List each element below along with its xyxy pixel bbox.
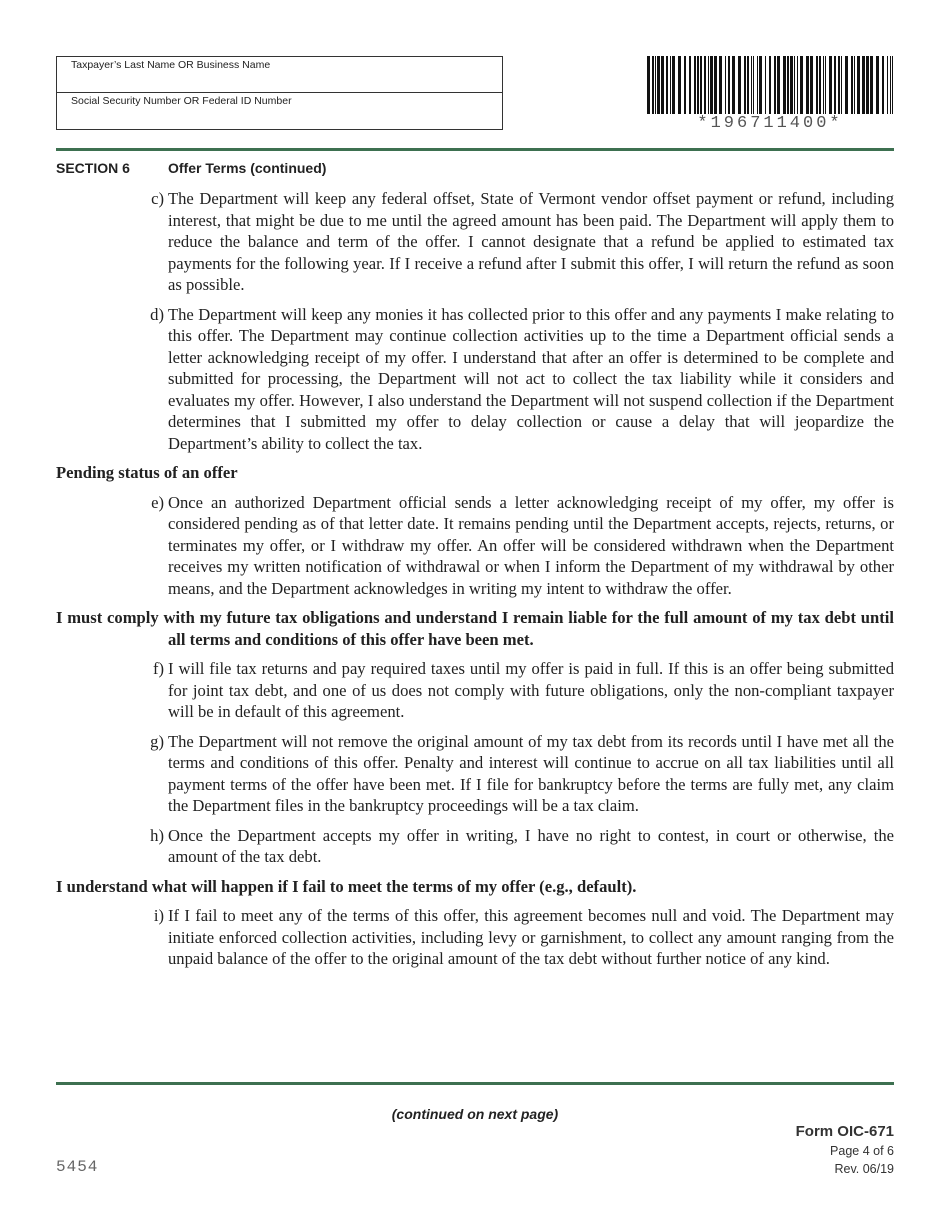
barcode-bar <box>794 56 795 114</box>
pending-status-heading: Pending status of an offer <box>56 463 238 482</box>
offer-terms-content <box>56 188 894 978</box>
section-number: SECTION 6 <box>56 160 130 176</box>
term-text: The Department will keep any monies it has collected prior to this offer and any payments I make relating to this offer. The Department may continue collection activities up to the time a Department official sends a letter acknowledging receipt of my offer. I understand that after an offer is determined to be complete and submitted for processing, the Department will not act to collect the tax liability while it considers and evaluates my offer. However, I also understand the Department will not suspend collection if the Department determines that I submitted my offer to delay collection or cause a delay that will jeopardize the Department’s ability to collect the tax. <box>168 304 894 453</box>
barcode-bar <box>797 56 798 114</box>
barcode-bar <box>810 56 813 114</box>
barcode-bar <box>882 56 884 114</box>
barcode-bar <box>719 56 722 114</box>
terms-list-4 <box>56 905 894 970</box>
taxpayer-name-field[interactable] <box>57 57 502 93</box>
term-item <box>56 658 894 723</box>
taxpayer-id-box <box>56 56 503 130</box>
barcode-bar <box>777 56 780 114</box>
barcode-bar <box>759 56 762 114</box>
barcode-bar <box>774 56 776 114</box>
barcode-bar <box>652 56 654 114</box>
barcode-bar <box>851 56 853 114</box>
barcode-bar <box>866 56 869 114</box>
barcode-bar <box>670 56 671 114</box>
ssn-label: Social Security Number OR Federal ID Number <box>71 95 292 107</box>
barcode-bar <box>672 56 675 114</box>
barcode-bar <box>725 56 726 114</box>
default-heading: I understand what will happen if I fail to meet the terms of my offer (e.g., default). <box>56 876 637 896</box>
barcode-bar <box>783 56 786 114</box>
term-item <box>56 492 894 600</box>
barcode-bar <box>657 56 660 114</box>
term-marker: h) <box>150 825 164 845</box>
barcode-bar <box>823 56 824 114</box>
barcode-bar <box>708 56 709 114</box>
ssn-field[interactable] <box>57 93 502 129</box>
term-item <box>56 304 894 455</box>
term-text: I will file tax returns and pay required taxes until my offer is paid in full. If this is an offer being submitted for joint tax debt, and one of us does not comply with future obligations, only the non-compliant taxpayer will be in default of this agreement. <box>168 659 894 721</box>
barcode-bar <box>876 56 879 114</box>
barcode-bar <box>714 56 717 114</box>
term-marker: i) <box>153 906 164 925</box>
form-name: Form OIC-671 <box>795 1123 894 1140</box>
barcode-bar <box>738 56 741 114</box>
barcode-bar <box>800 56 803 114</box>
barcode-bar <box>661 56 664 114</box>
barcode-bar <box>684 56 686 114</box>
compliance-heading: I must comply with my future tax obligations and understand I remain liable for the full amount of my tax debt until all terms and conditions of this offer have been met. <box>56 608 894 649</box>
barcode-bar <box>666 56 668 114</box>
barcode-bar <box>704 56 706 114</box>
section-header <box>56 160 326 176</box>
term-item <box>56 188 894 296</box>
barcode-bar <box>834 56 836 114</box>
barcode-bars <box>647 56 893 114</box>
barcode-bar <box>744 56 746 114</box>
taxpayer-name-label: Taxpayer’s Last Name OR Business Name <box>71 59 271 71</box>
barcode-bar <box>647 56 650 114</box>
barcode-bar <box>825 56 826 114</box>
term-text: Once the Department accepts my offer in writing, I have no right to contest, in court or otherwise, the amount of the tax debt. <box>168 825 894 866</box>
term-text: The Department will keep any federal offset, State of Vermont vendor offset payment or refund, including interest, that might be due to me until the agreed amount has been paid. The Department will apply them to reduce the balance and term of the offer. I cannot designate that a refund be applied to estimated tax payments for the following year. If I receive a refund after I submit this offer, I will return the refund as soon as possible. <box>168 189 894 294</box>
terms-list-3 <box>56 658 894 868</box>
barcode-bar <box>732 56 735 114</box>
term-item <box>56 905 894 970</box>
barcode-bar <box>728 56 730 114</box>
continued-note: (continued on next page) <box>391 1106 559 1122</box>
term-text: The Department will not remove the original amount of my tax debt from its records until I have met all the terms and conditions of this offer. Penalty and interest will continue to accrue on all tax liabilities until all payment terms of the offer have been met. If I file for bankruptcy before the terms are fully met, any claim the Department files in the bankruptcy proceedings will be a tax claim. <box>168 731 894 815</box>
barcode-bar <box>678 56 681 114</box>
barcode-bar <box>694 56 696 114</box>
barcode-text: *196711400* <box>697 114 843 133</box>
term-item <box>56 731 894 817</box>
bottom-divider <box>56 1082 894 1085</box>
term-marker: d) <box>150 304 164 324</box>
section-title: Offer Terms (continued) <box>168 160 327 176</box>
barcode <box>647 56 893 136</box>
barcode-bar <box>747 56 749 114</box>
barcode-bar <box>787 56 789 114</box>
barcode-bar <box>816 56 818 114</box>
barcode-bar <box>854 56 855 114</box>
barcode-bar <box>892 56 893 114</box>
barcode-bar <box>700 56 702 114</box>
barcode-bar <box>765 56 766 114</box>
term-text: Once an authorized Department official sends a letter acknowledging receipt of my offer, my offer is considered pending as of that letter date. It remains pending until the Department accepts, rejects, returns, or terminates my offer, or I withdraw my offer. An offer will be considered withdrawn when the Department receives my written notification of withdrawal or when I inform the Department of my withdrawal by other means, and the Department acknowledges in writing my intent to withdraw the offer. <box>168 492 894 598</box>
barcode-bar <box>769 56 771 114</box>
term-marker: f) <box>152 659 164 678</box>
barcode-bar <box>845 56 848 114</box>
revision-date: Rev. 06/19 <box>834 1162 894 1176</box>
barcode-bar <box>751 56 752 114</box>
barcode-bar <box>857 56 860 114</box>
barcode-bar <box>655 56 656 114</box>
term-item <box>56 825 894 868</box>
barcode-bar <box>841 56 842 114</box>
top-divider <box>56 148 894 151</box>
term-marker: g) <box>150 731 164 751</box>
barcode-bar <box>757 56 758 114</box>
barcode-bar <box>710 56 713 114</box>
term-marker: c) <box>151 189 164 208</box>
form-info <box>796 1122 894 1178</box>
term-text: If I fail to meet any of the terms of this offer, this agreement becomes null and void. The Department may initiate enforced collection activities, including levy or garnishment, to collect any amount ranging from the unpaid balance of the offer to the original amount of the tax debt without further notice of any kind. <box>168 906 894 968</box>
barcode-bar <box>887 56 888 114</box>
term-marker: e) <box>151 492 164 512</box>
barcode-bar <box>697 56 699 114</box>
barcode-bar <box>838 56 840 114</box>
barcode-bar <box>862 56 865 114</box>
terms-list-2 <box>56 492 894 600</box>
barcode-bar <box>870 56 873 114</box>
page-number: Page 4 of 6 <box>830 1144 894 1158</box>
barcode-bar <box>689 56 691 114</box>
barcode-bar <box>819 56 821 114</box>
barcode-bar <box>790 56 793 114</box>
barcode-bar <box>829 56 832 114</box>
terms-list-1 <box>56 188 894 454</box>
barcode-bar <box>890 56 891 114</box>
barcode-bar <box>753 56 754 114</box>
barcode-bar <box>806 56 809 114</box>
form-code: 5454 <box>56 1158 99 1176</box>
